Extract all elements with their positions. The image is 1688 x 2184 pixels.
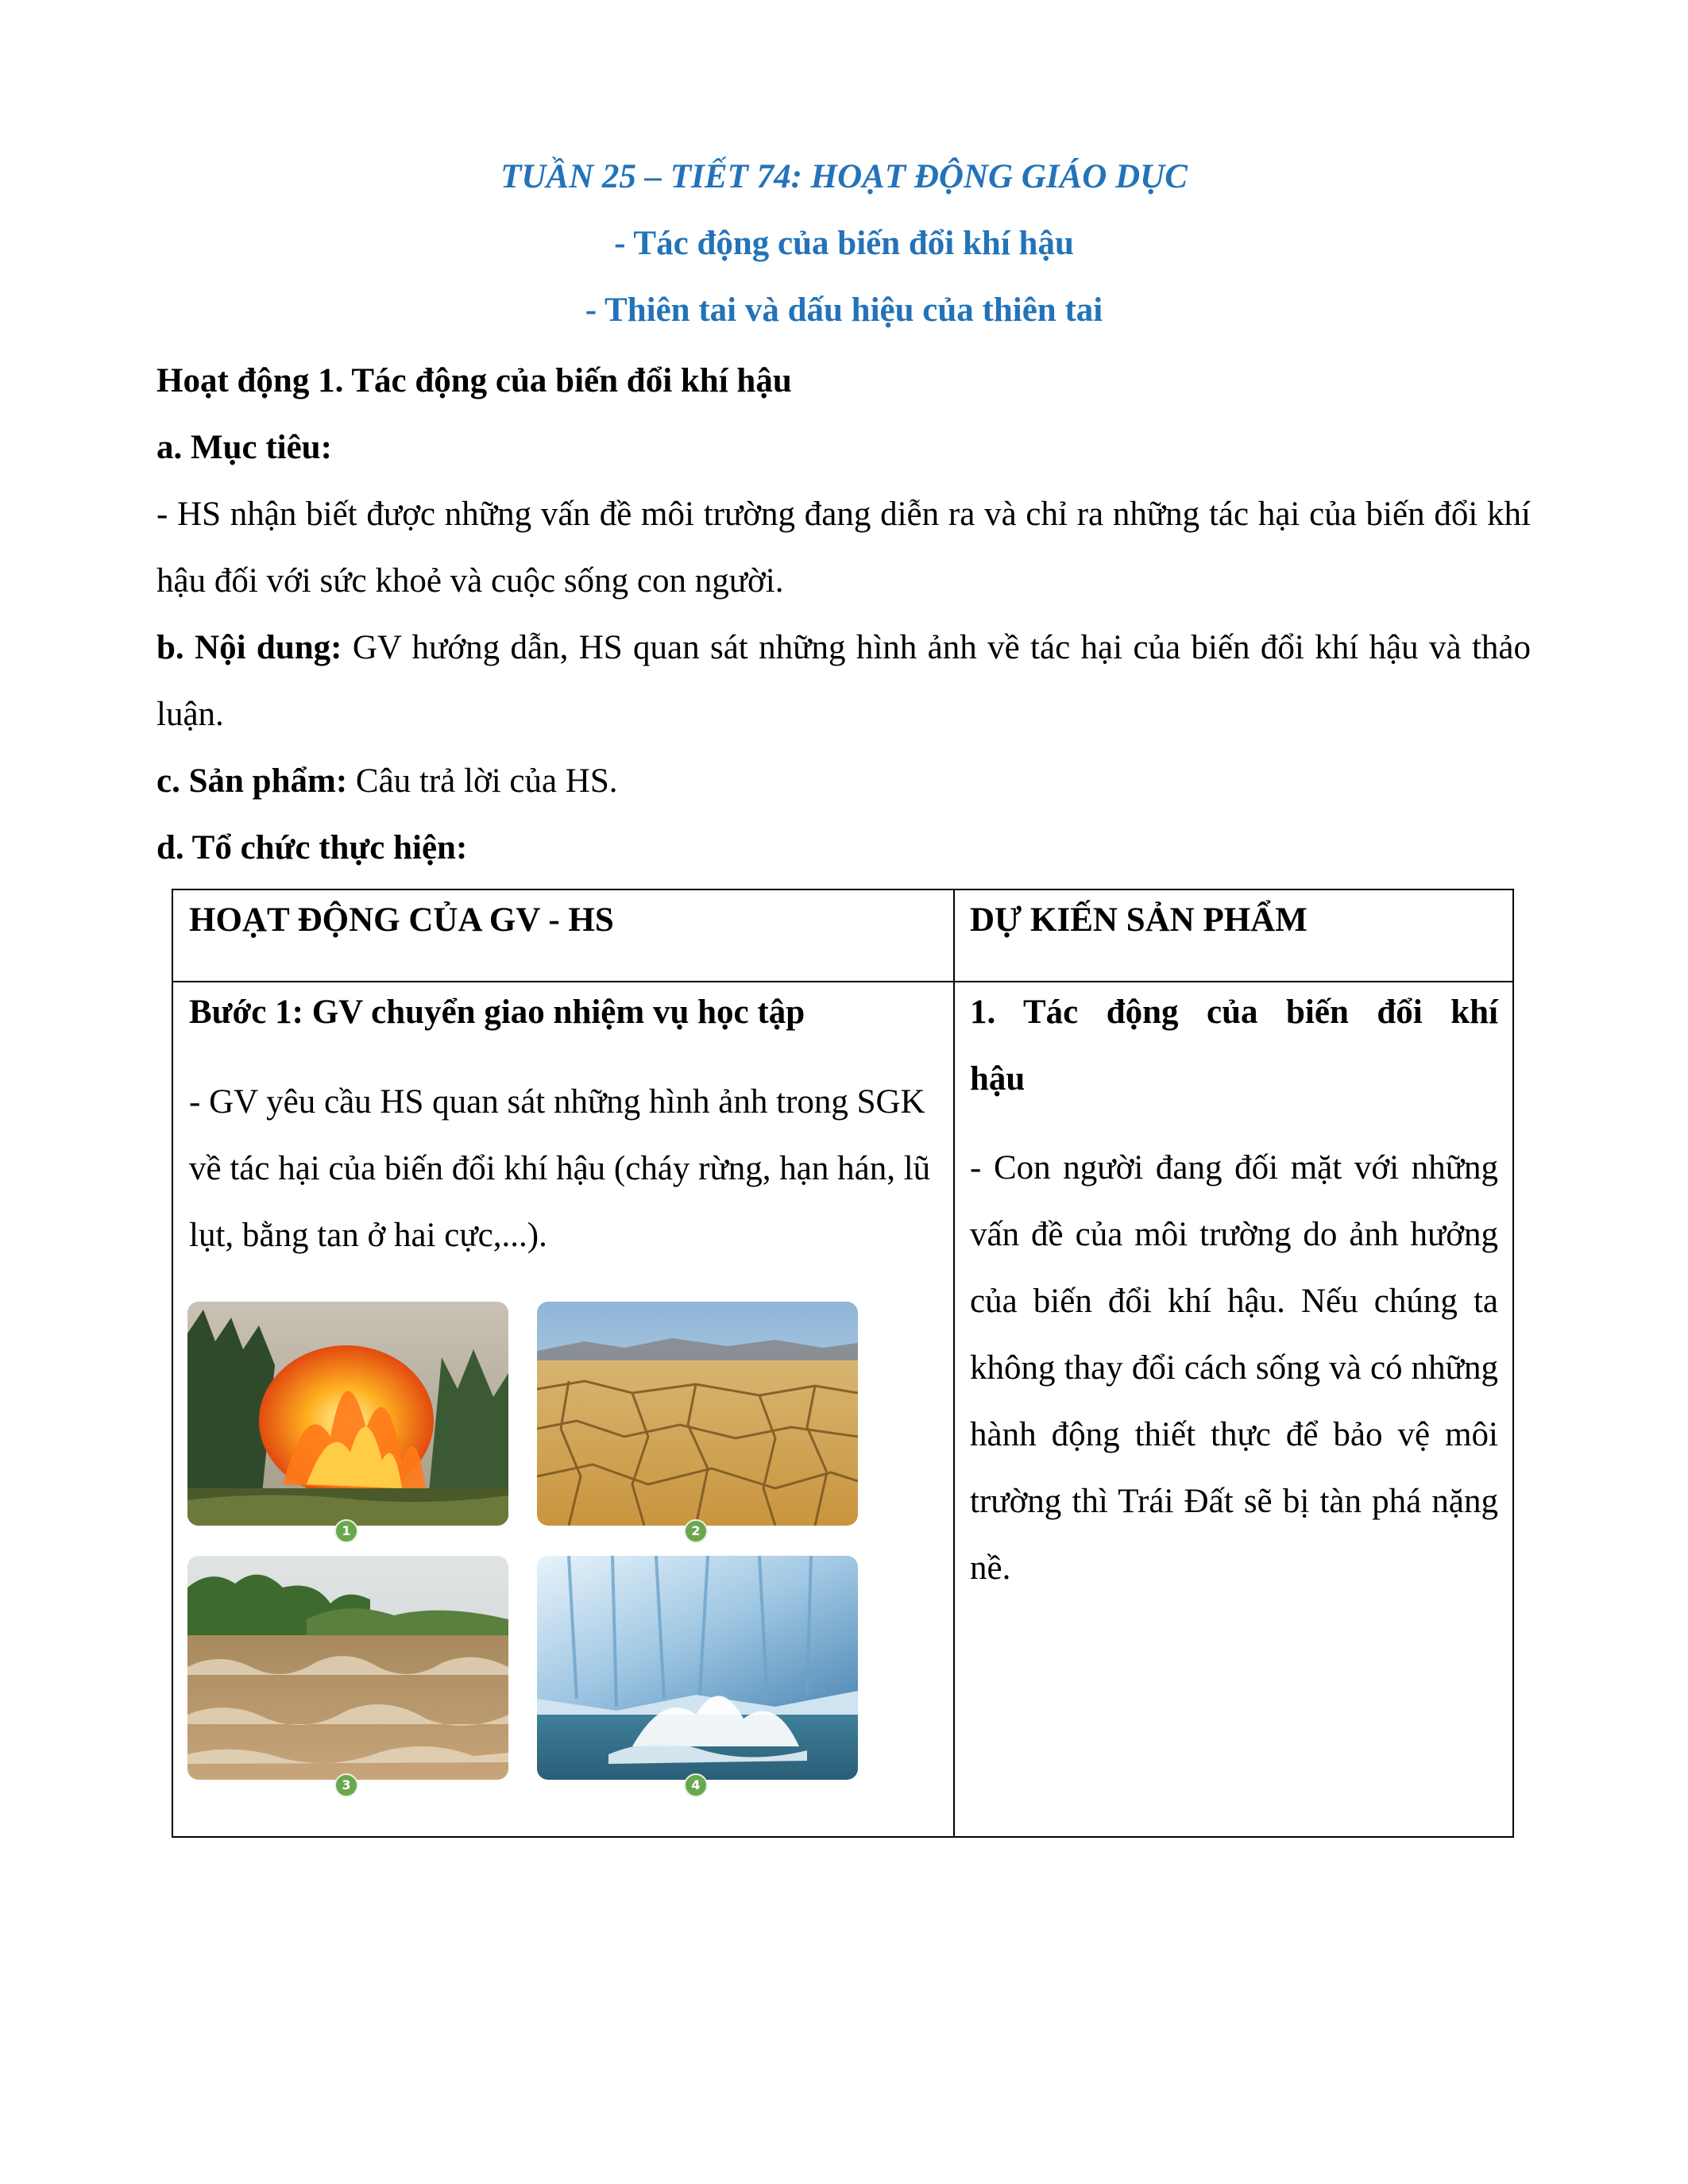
- content-text: GV hướng dẫn, HS quan sát những hình ảnh về tác hại của biến đổi khí hậu và thảo luận.: [156, 629, 1531, 733]
- page-title: TUẦN 25 – TIẾT 74: HOẠT ĐỘNG GIÁO DỤC: [500, 158, 1188, 195]
- table-header-right: DỰ KIẾN SẢN PHẨM: [970, 901, 1308, 939]
- objective-text: - HS nhận biết được những vấn đề môi trường đang diễn ra và chỉ ra những tác hại của biến đổi khí hậu đối với sức khoẻ và cuộc sống con người.: [156, 496, 1531, 600]
- objective-label: a. Mục tiêu:: [156, 429, 332, 466]
- table-header-left: HOẠT ĐỘNG CỦA GV - HS: [189, 901, 614, 939]
- step1-title: Bước 1: GV chuyển giao nhiệm vụ học tập: [189, 994, 805, 1031]
- content-label: b. Nội dung:: [156, 629, 342, 666]
- melting-glacier-image: [537, 1556, 858, 1780]
- organize-label: d. Tổ chức thực hiện:: [156, 829, 468, 866]
- right-title-line1: 1. Tác động của biến đổi khí: [970, 994, 1498, 1031]
- activity-table: [172, 889, 1514, 1838]
- image-number-badge: 2: [684, 1519, 708, 1543]
- page-subtitle-1: - Tác động của biến đổi khí hậu: [614, 225, 1074, 262]
- right-title-line2: hậu: [970, 1060, 1026, 1098]
- image-number-badge: 4: [684, 1773, 708, 1797]
- product-label: c. Sản phẩm:: [156, 762, 348, 800]
- activity-heading: Hoạt động 1. Tác động của biến đổi khí hậu: [156, 362, 792, 399]
- table-column-divider: [953, 890, 955, 1836]
- right-text: - Con người đang đối mặt với những vấn đề của môi trường do ảnh hưởng của biến đổi khí hậu. Nếu chúng ta không thay đổi cách sống và có những hành động thiết thực để bảo vệ môi trường thì Trái Đất sẽ bị tàn phá nặng nề.: [970, 1149, 1498, 1587]
- page-subtitle-2: - Thiên tai và dấu hiệu của thiên tai: [585, 291, 1103, 329]
- image-number-badge: 3: [334, 1773, 358, 1797]
- product-text: Câu trả lời của HS.: [347, 762, 618, 800]
- flood-image: [187, 1556, 508, 1780]
- forest-fire-image: [187, 1302, 508, 1526]
- drought-image: [537, 1302, 858, 1526]
- step1-text: - GV yêu cầu HS quan sát những hình ảnh trong SGK về tác hại của biến đổi khí hậu (cháy rừng, hạn hán, lũ lụt, bằng tan ở hai cực,...).: [189, 1083, 931, 1254]
- image-number-badge: 1: [334, 1519, 358, 1543]
- content-paragraph: [156, 615, 1531, 748]
- product-paragraph: [156, 748, 1531, 815]
